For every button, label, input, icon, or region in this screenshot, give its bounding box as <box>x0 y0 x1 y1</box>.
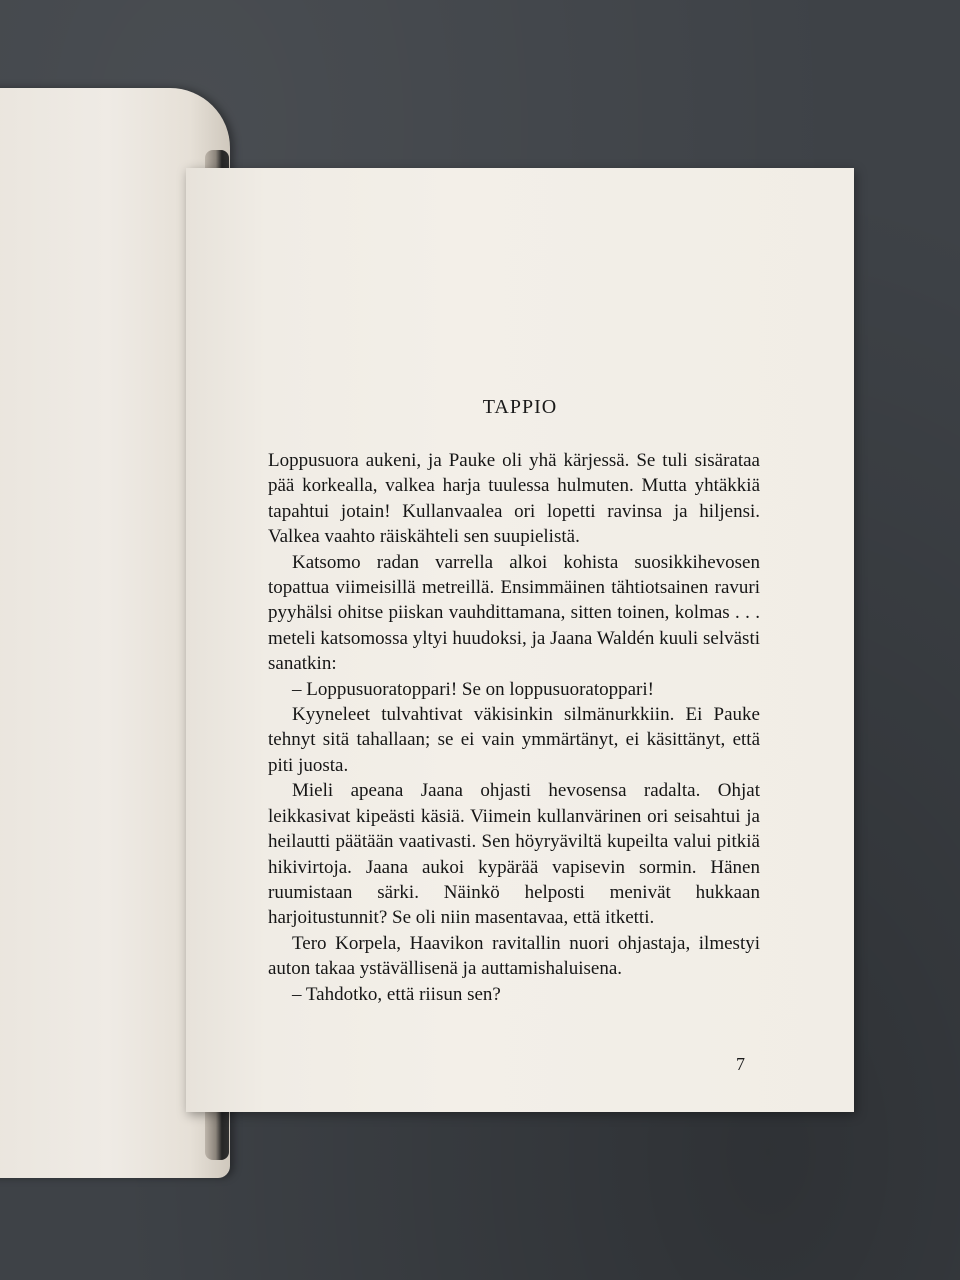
paragraph: Katsomo radan varrella alkoi kohista suosikkihevosen topattua viimeisillä metreillä. Ensimmäinen tähtiotsainen ravuri pyyhälsi ohitse piiskan vauhdittamana, sitten toinen, kolmas . . . meteli katsomossa yltyi huudoksi, ja Jaana Waldén kuuli selvästi sanatkin: <box>268 551 760 675</box>
paragraph: Tero Korpela, Haavikon ravitallin nuori ohjastaja, ilmestyi auton takaa ystävällisenä ja auttamishaluisena. <box>268 932 760 980</box>
dialogue-line: – Loppusuoratoppari! Se on loppusuoratoppari! <box>292 678 654 700</box>
chapter-title: TAPPIO <box>482 396 558 418</box>
paragraph: Kyyneleet tulvahtivat väkisinkin silmänurkkiin. Ei Pauke tehnyt sitä tahallaan; se ei vain ymmärtänyt, ei käsittänyt, että piti juosta. <box>268 704 760 776</box>
paragraph: Loppusuora aukeni, ja Pauke oli yhä kärjessä. Se tuli sisärataa pää korkealla, valkea harja tuulessa hulmuten. Mutta yhtäkkiä tapahtui jotain! Kullanvaalea ori lopetti ravinsa ja hiljensi. Valkea vaahto räiskähteli sen suupielistä. <box>268 450 760 548</box>
dialogue-line: – Tahdotko, että riisun sen? <box>292 983 501 1005</box>
body-text <box>268 448 760 1007</box>
paragraph: Mieli apeana Jaana ohjasti hevosensa radalta. Ohjat leikkasivat kipeästi käsiä. Viimein kullanvärinen ori seisahtui ja heilautti päätään vaativasti. Sen höyryäviltä kupeilta valui pitkiä hikivirtoja. Jaana aukoi kypärää vapisevin sormin. Hänen ruumistaan särki. Näinkö helposti menivät hukkaan harjoitustunnit? Se oli niin masentavaa, että itketti. <box>268 780 760 929</box>
page-number: 7 <box>736 1054 745 1074</box>
